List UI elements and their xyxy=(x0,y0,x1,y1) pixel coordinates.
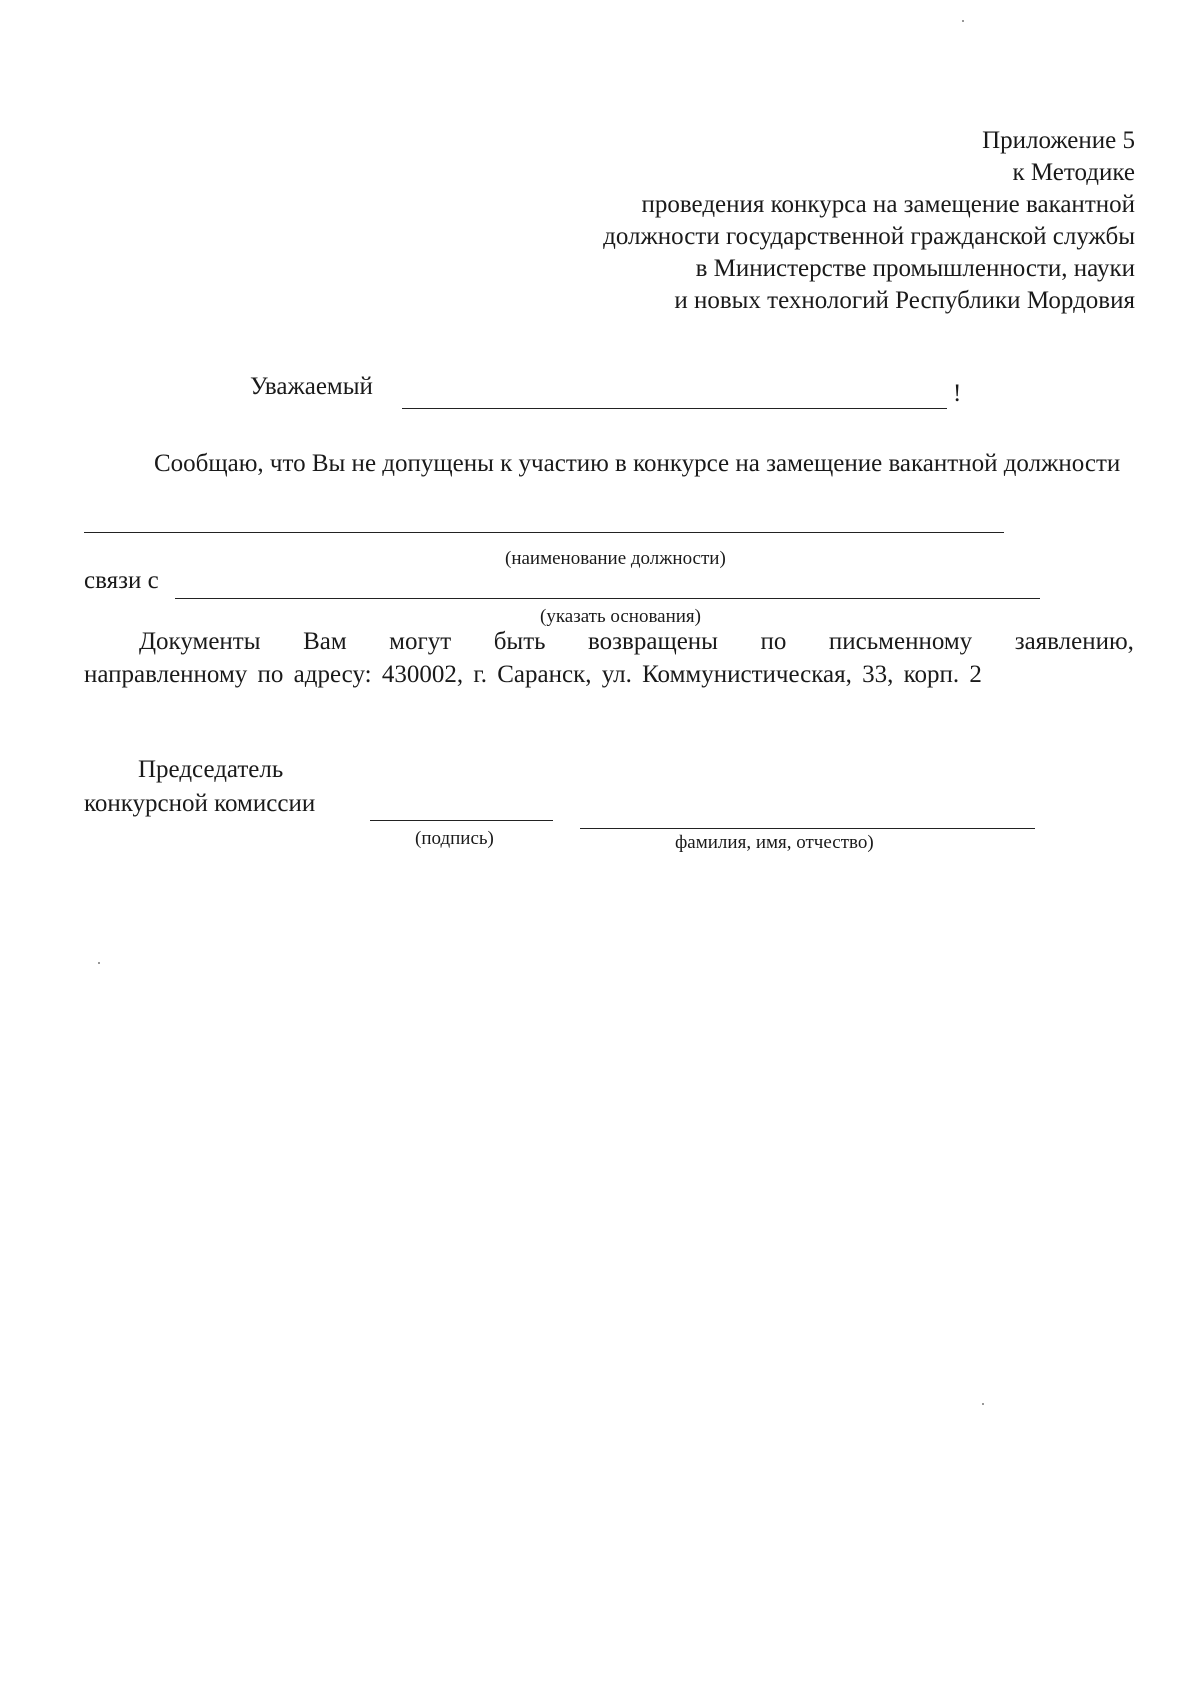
word: быть xyxy=(493,628,546,655)
header-line: проведения конкурса на замещение вакантной xyxy=(641,191,1135,218)
word: Вам xyxy=(303,628,347,655)
documents-return-line-1 xyxy=(84,625,1134,658)
word: Документы xyxy=(139,628,261,655)
scan-speck xyxy=(982,1403,984,1405)
greeting-exclamation: ! xyxy=(953,380,962,407)
appendix-header xyxy=(435,125,1135,317)
word: заявлению, xyxy=(1014,628,1134,655)
reason-caption: (указать основания) xyxy=(540,606,701,627)
header-line: Приложение 5 xyxy=(982,127,1135,154)
header-line: в Министерстве промышленности, науки xyxy=(695,255,1135,282)
scan-speck xyxy=(962,20,964,22)
position-blank-line xyxy=(84,532,1004,533)
documents-return-line-2: направленному по адресу: 430002, г. Саранск, ул. Коммунистическая, 33, корп. 2 xyxy=(84,661,982,688)
greeting-label: Уважаемый xyxy=(250,373,373,400)
word: письменному xyxy=(828,628,973,655)
full-name-caption: фамилия, имя, отчество) xyxy=(675,832,874,853)
signature-caption: (подпись) xyxy=(415,828,494,849)
signature-blank-line xyxy=(370,820,553,821)
reason-label: связи с xyxy=(84,567,159,594)
chairman-title-line-1: Председатель xyxy=(138,756,284,783)
header-line: к Методике xyxy=(1012,159,1135,186)
header-line: и новых технологий Республики Мордовия xyxy=(674,287,1135,314)
header-line: должности государственной гражданской службы xyxy=(603,223,1135,250)
scan-speck xyxy=(98,962,100,964)
word: по xyxy=(760,628,787,655)
position-caption: (наименование должности) xyxy=(505,548,726,569)
word: возвращены xyxy=(588,628,718,655)
chairman-title-line-2: конкурсной комиссии xyxy=(84,790,316,817)
full-name-blank-line xyxy=(580,828,1035,829)
documents-return-paragraph xyxy=(84,625,1134,691)
rejection-paragraph: Сообщаю, что Вы не допущены к участию в конкурсе на замещение вакантной должности xyxy=(154,450,1121,477)
addressee-blank-line xyxy=(402,408,947,409)
reason-blank-line xyxy=(175,598,1040,599)
word: могут xyxy=(389,628,452,655)
